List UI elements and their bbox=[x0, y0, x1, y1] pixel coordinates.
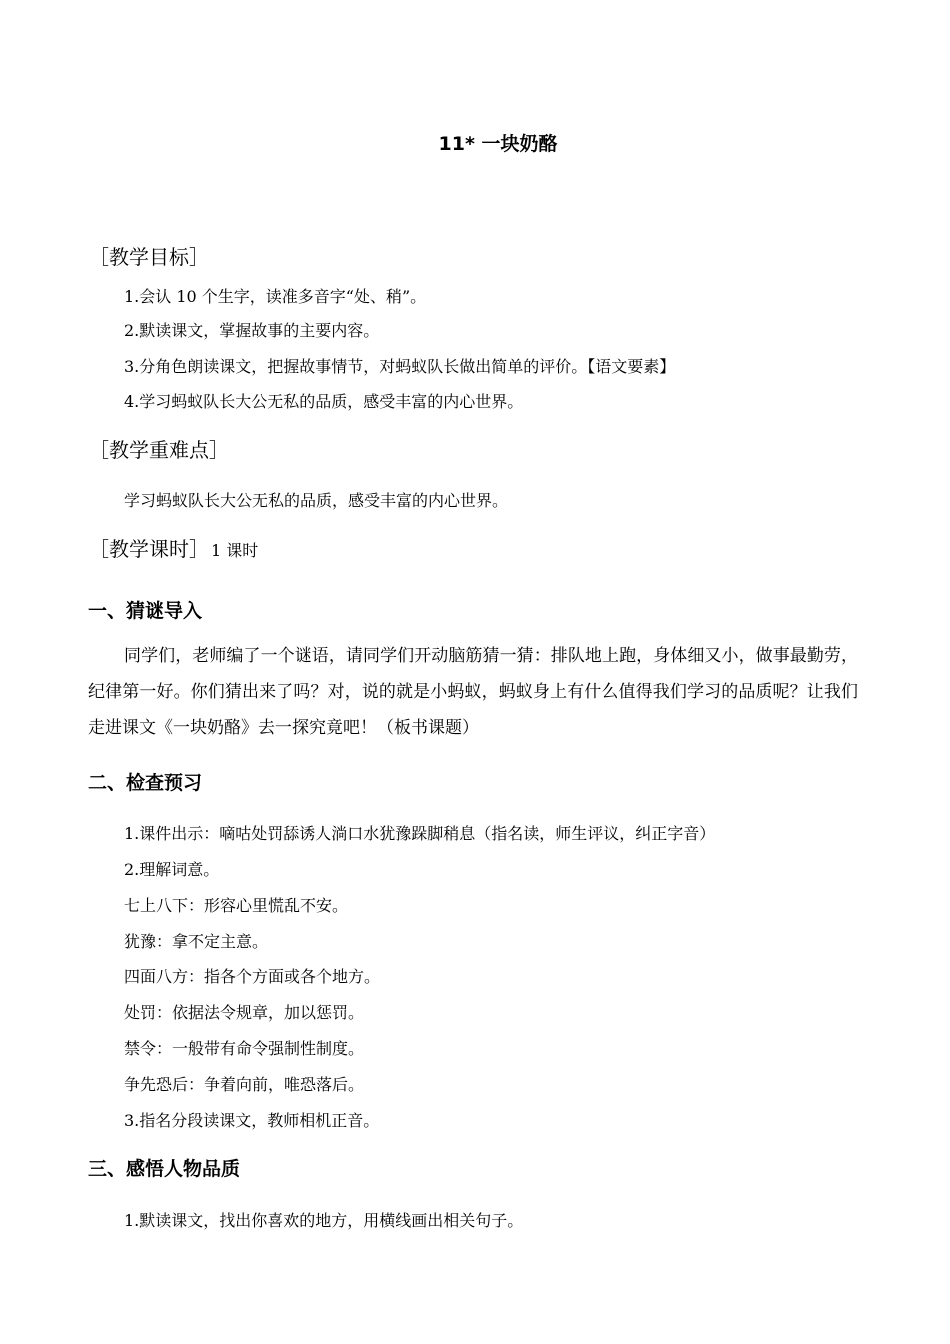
page-title: 11* 一块奶酪 bbox=[438, 133, 558, 155]
intro-paragraph: 同学们，老师编了一个谜语，请同学们开动脑筋猜一猜：排队地上跑，身体细又小，做事最勤劳，纪律第一好。你们猜出来了吗？对，说的就是小蚂蚁，蚂蚁身上有什么值得我们学习的品质呢？让我们走进课文《一块奶酪》去一探究竟吧！（板书课题） bbox=[88, 646, 858, 738]
class-hours-value: 1 课时 bbox=[211, 541, 259, 560]
list-item: 2.理解词意。 bbox=[124, 860, 220, 879]
section-heading: 一、猜谜导入 bbox=[88, 600, 203, 622]
key-points-heading: ［教学重难点］ bbox=[89, 438, 229, 462]
list-item: 处罚：依据法令规章，加以惩罚。 bbox=[124, 1003, 365, 1022]
goals-heading: ［教学目标］ bbox=[89, 245, 209, 269]
goal-item: 1.会认 10 个生字，读准多音字“处、稍”。 bbox=[124, 287, 427, 306]
list-item: 1.默读课文，找出你喜欢的地方，用横线画出相关句子。 bbox=[124, 1211, 524, 1230]
list-item: 1.课件出示：嘀咕处罚舔诱人淌口水犹豫跺脚稍息（指名读，师生评议，纠正字音） bbox=[124, 824, 716, 843]
section-heading: 二、检查预习 bbox=[88, 772, 203, 794]
list-item: 禁令：一般带有命令强制性制度。 bbox=[124, 1039, 365, 1058]
goal-item: 2.默读课文，掌握故事的主要内容。 bbox=[124, 321, 380, 340]
list-item: 七上八下：形容心里慌乱不安。 bbox=[124, 896, 349, 915]
goal-item: 3.分角色朗读课文，把握故事情节，对蚂蚁队长做出简单的评价。【语文要素】 bbox=[124, 357, 676, 376]
list-item: 3.指名分段读课文，教师相机正音。 bbox=[124, 1111, 380, 1130]
list-item: 四面八方：指各个方面或各个地方。 bbox=[124, 967, 381, 986]
class-hours-row bbox=[89, 533, 258, 562]
key-points-text: 学习蚂蚁队长大公无私的品质，感受丰富的内心世界。 bbox=[124, 491, 509, 510]
list-item: 犹豫：拿不定主意。 bbox=[124, 932, 269, 951]
section-heading: 三、感悟人物品质 bbox=[88, 1158, 241, 1180]
class-hours-heading: ［教学课时］ bbox=[89, 537, 209, 561]
list-item: 争先恐后：争着向前，唯恐落后。 bbox=[124, 1075, 365, 1094]
goal-item: 4.学习蚂蚁队长大公无私的品质，感受丰富的内心世界。 bbox=[124, 392, 524, 411]
